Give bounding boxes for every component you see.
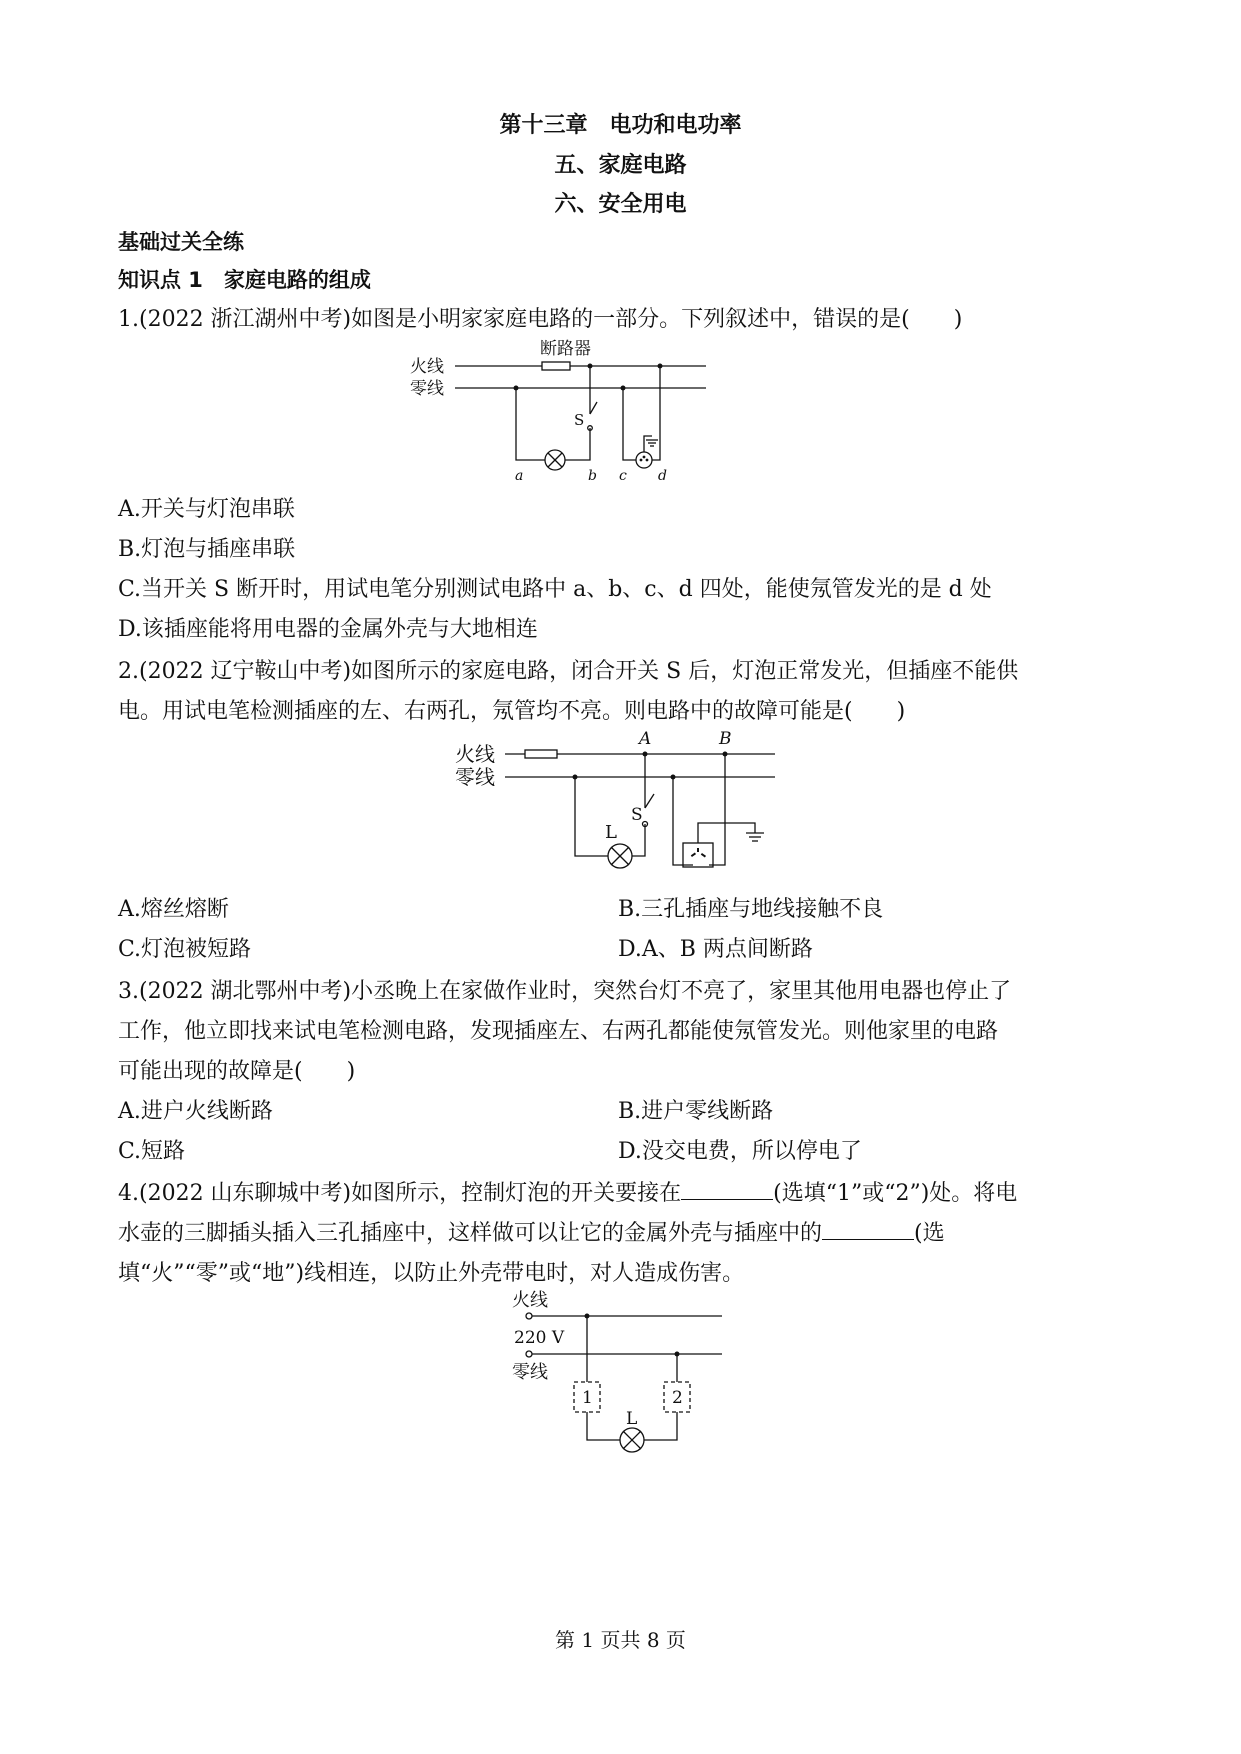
q2-label-switch: S <box>631 805 643 825</box>
q2-label-neutral: 零线 <box>455 765 495 789</box>
q3-option-a: A.进户火线断路 <box>118 1099 273 1124</box>
q4-answer-blank-1[interactable] <box>681 1181 773 1200</box>
q1-label-switch: S <box>574 411 585 429</box>
q4-label-box2: 2 <box>672 1388 683 1408</box>
q2-option-b: B.三孔插座与地线接触不良 <box>618 897 884 922</box>
q1-circuit-diagram <box>410 332 740 482</box>
q4-label-box1: 1 <box>582 1388 593 1408</box>
q1-option-c: C.当开关 S 断开时，用试电笔分别测试电路中 a、b、c、d 四处，能使氖管发光的是 d 处 <box>118 577 992 602</box>
q2-circuit-diagram <box>455 720 785 880</box>
knowledge-point-heading: 知识点 1 家庭电路的组成 <box>118 268 371 292</box>
q3-stem-line3: 可能出现的故障是( ) <box>118 1059 356 1084</box>
q4-line1 <box>118 1176 1017 1207</box>
q1-option-a: A.开关与灯泡串联 <box>118 497 295 522</box>
q1-stem: 1.(2022 浙江湖州中考)如图是小明家家庭电路的一部分。下列叙述中，错误的是( ) <box>118 307 963 332</box>
q1-label-c: c <box>619 468 627 482</box>
q2-option-d: D.A、B 两点间断路 <box>618 937 813 962</box>
q4-label-live: 火线 <box>512 1290 548 1311</box>
q2-label-B: B <box>719 729 732 749</box>
q4-line3: 填“火”“零”或“地”)线相连，以防止外壳带电时，对人造成伤害。 <box>118 1261 745 1286</box>
q1-label-a: a <box>515 468 524 482</box>
q1-label-b: b <box>588 468 597 482</box>
q2-label-lamp: L <box>605 822 617 843</box>
q3-stem-line1: 3.(2022 湖北鄂州中考)小丞晚上在家做作业时，突然台灯不亮了，家里其他用电器也停止了 <box>118 979 1012 1004</box>
q1-option-b: B.灯泡与插座串联 <box>118 537 296 562</box>
q4-circuit-diagram <box>512 1288 772 1458</box>
section-title-1: 五、家庭电路 <box>554 153 687 178</box>
q4-line2-text-a: 水壶的三脚插头插入三孔插座中，这样做可以让它的金属外壳与插座中的 <box>118 1221 823 1246</box>
q4-answer-blank-2[interactable] <box>822 1221 914 1240</box>
q4-label-voltage: 220 V <box>514 1328 565 1348</box>
q2-label-live: 火线 <box>455 742 495 766</box>
q2-option-a: A.熔丝熔断 <box>118 897 229 922</box>
q3-option-d: D.没交电费，所以停电了 <box>618 1139 862 1164</box>
q4-label-lamp: L <box>626 1409 638 1429</box>
q3-option-b: B.进户零线断路 <box>618 1099 774 1124</box>
q1-label-breaker: 断路器 <box>540 339 591 359</box>
q2-stem-line2: 电。用试电笔检测插座的左、右两孔，氖管均不亮。则电路中的故障可能是( ) <box>118 699 906 724</box>
q2-option-c: C.灯泡被短路 <box>118 937 252 962</box>
q4-line2-text-b: (选 <box>914 1221 945 1246</box>
section-title-2: 六、安全用电 <box>554 192 687 217</box>
practice-heading: 基础过关全练 <box>118 230 244 254</box>
chapter-title: 第十三章 电功和电功率 <box>499 113 742 138</box>
q2-label-A: A <box>639 729 652 749</box>
page-footer: 第 1 页共 8 页 <box>555 1628 686 1652</box>
q4-line1-text-a: 4.(2022 山东聊城中考)如图所示，控制灯泡的开关要接在 <box>118 1181 682 1206</box>
q4-line1-text-b: (选填“1”或“2”)处。将电 <box>773 1181 1018 1206</box>
q4-line2 <box>118 1216 945 1247</box>
q4-label-neutral: 零线 <box>512 1362 548 1383</box>
q1-label-live: 火线 <box>410 357 444 377</box>
q3-option-c: C.短路 <box>118 1139 186 1164</box>
q1-label-neutral: 零线 <box>410 379 444 399</box>
q1-label-d: d <box>658 468 667 482</box>
q2-stem-line1: 2.(2022 辽宁鞍山中考)如图所示的家庭电路，闭合开关 S 后，灯泡正常发光，但插座不能供 <box>118 659 1019 684</box>
q1-option-d: D.该插座能将用电器的金属外壳与大地相连 <box>118 617 538 642</box>
q3-stem-line2: 工作，他立即找来试电笔检测电路，发现插座左、右两孔都能使氖管发光。则他家里的电路 <box>118 1019 999 1044</box>
